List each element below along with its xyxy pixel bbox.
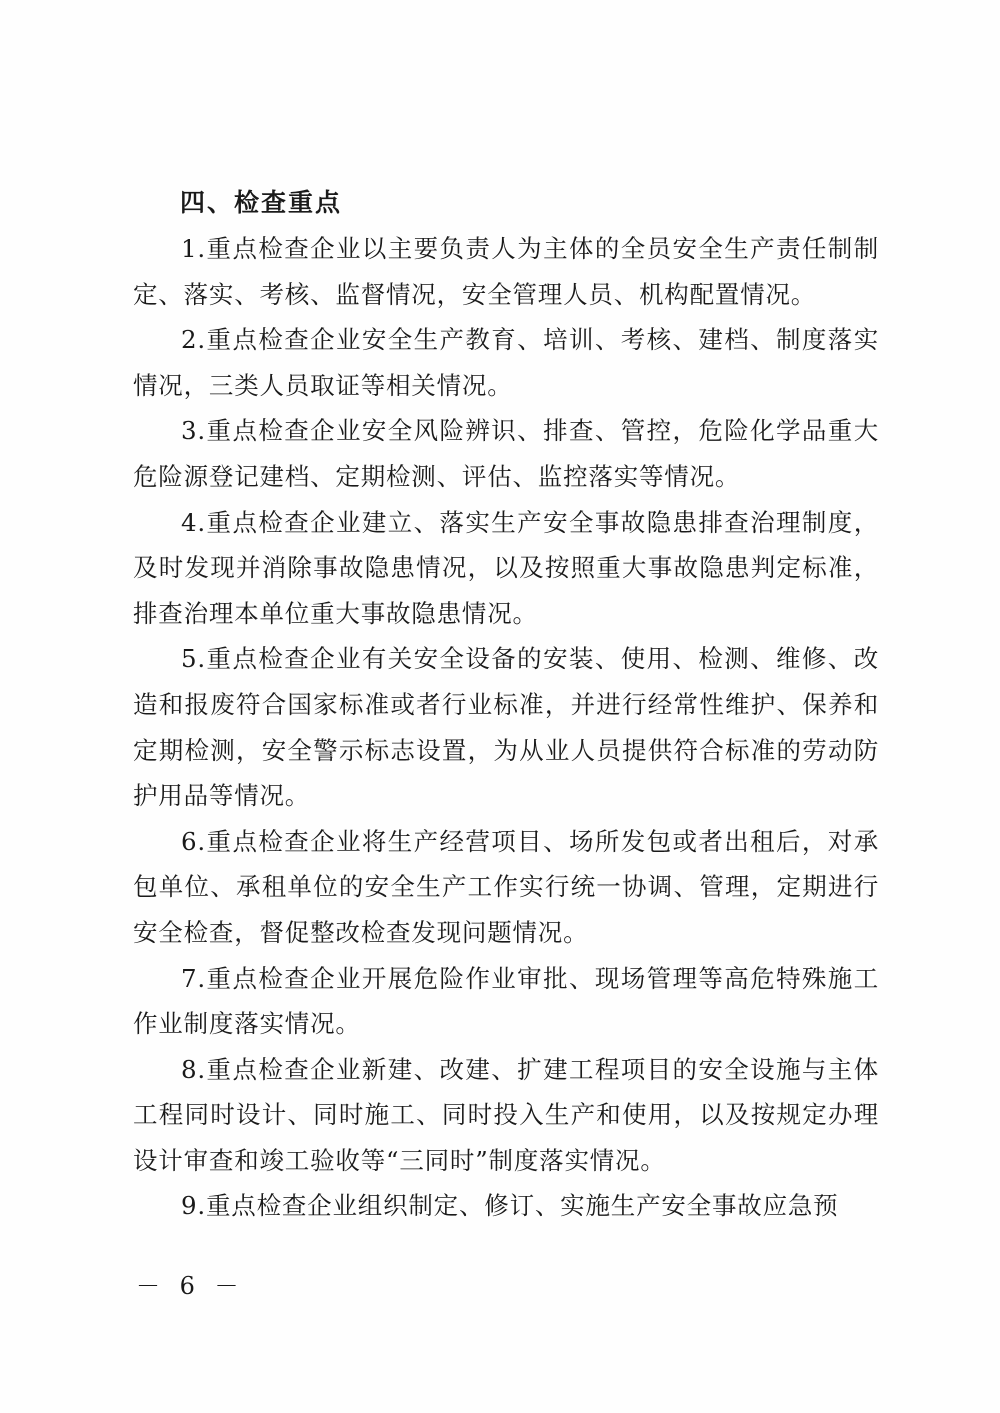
- paragraph-9: 9.重点检查企业组织制定、修订、实施生产安全事故应急预: [181, 1191, 839, 1221]
- paragraph-4: 4.重点检查企业建立、落实生产安全事故隐患排查治理制度，及时发现并消除事故隐患情况，以及按照重大事故隐患判定标准，排查治理本单位重大事故隐患情况。: [133, 507, 879, 628]
- paragraph-7: 7.重点检查企业开展危险作业审批、现场管理等高危特殊施工作业制度落实情况。: [133, 963, 879, 1039]
- paragraph-8: 8.重点检查企业新建、改建、扩建工程项目的安全设施与主体工程同时设计、同时施工、同时投入生产和使用，以及按规定办理设计审查和竣工验收等“三同时”制度落实情况。: [133, 1054, 879, 1175]
- paragraph-3: 3.重点检查企业安全风险辨识、排查、管控，危险化学品重大危险源登记建档、定期检测、评估、监控落实等情况。: [133, 416, 879, 491]
- paragraph-5: 5.重点检查企业有关安全设备的安装、使用、检测、维修、改造和报废符合国家标准或者行业标准，并进行经常性维护、保养和定期检测，安全警示标志设置，为从业人员提供符合标准的劳动防护用品等情况。: [133, 644, 879, 811]
- section-heading: 四、检查重点: [180, 188, 343, 217]
- paragraph-2: 2.重点检查企业安全生产教育、培训、考核、建档、制度落实情况，三类人员取证等相关情况。: [133, 325, 879, 400]
- body-text: [133, 226, 879, 1229]
- paragraph-6: 6.重点检查企业将生产经营项目、场所发包或者出租后，对承包单位、承租单位的安全生产工作实行统一协调、管理，定期进行安全检查，督促整改检查发现问题情况。: [133, 826, 879, 947]
- page-number: － 6 －: [136, 1272, 245, 1300]
- paragraph-1: 1.重点检查企业以主要负责人为主体的全员安全生产责任制制定、落实、考核、监督情况，安全管理人员、机构配置情况。: [133, 234, 879, 309]
